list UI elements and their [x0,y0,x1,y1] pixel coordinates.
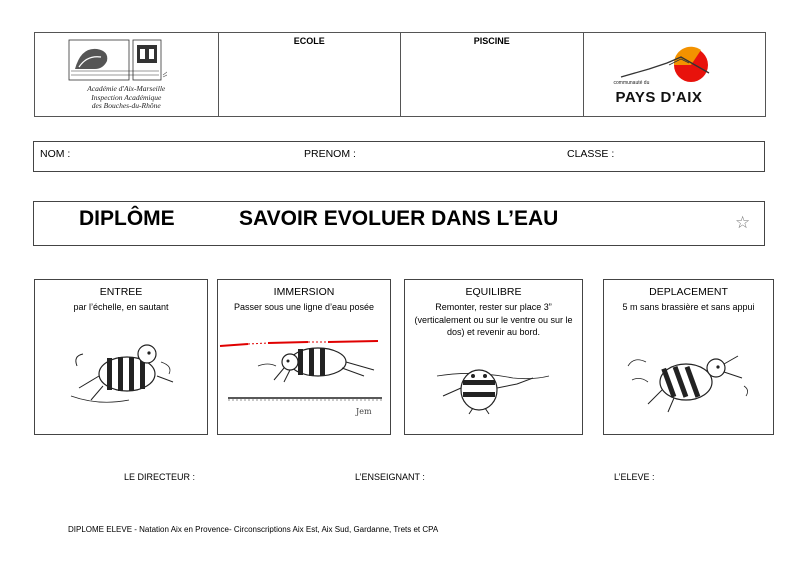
skill-description: 5 m sans brassière et sans appui [622,302,755,312]
ecole-cell [219,33,402,116]
bee-floating-icon [433,356,553,416]
communaute-text: communauté du [613,80,650,86]
piscine-label: PISCINE [473,36,510,46]
ecole-label: ECOLE [293,36,325,46]
academie-line-1: Académie d'Aix-Marseille [87,84,166,93]
skill-description: Remonter, rester sur place 3” (verticalement ou sur le ventre ou sur le dos) et revenir au bord. [414,302,573,337]
identity-bar [33,141,765,172]
academie-text [35,85,218,111]
skill-card-deplacement [603,279,774,435]
diplome-title: DIPLÔME [79,207,175,230]
prenom-label: PRENOM : [304,148,356,160]
star-outline-icon[interactable]: ☆ [735,213,751,232]
skill-card-immersion [217,279,391,435]
skill-heading: IMMERSION [273,286,335,298]
diplome-subtitle: SAVOIR EVOLUER DANS L’EAU [239,207,559,230]
academie-line-3: des Bouches-du-Rhône [91,101,161,110]
footer-text: DIPLOME ELEVE - Natation Aix en Provence- Circonscriptions Aix Est, Aix Sud, Gardanne, Trets et CPA [68,525,439,534]
pays-aix-cell [584,33,766,116]
nom-label: NOM : [40,148,71,160]
signature-directeur-label: LE DIRECTEUR : [124,472,196,482]
bee-jumping-icon [69,336,179,408]
illustration-signature: Jem [356,407,372,416]
academie-line-2: Inspection Académique [91,92,162,102]
title-bar [33,201,765,246]
skill-heading: DEPLACEMENT [649,286,728,298]
skill-heading: ENTREE [99,286,143,298]
pays-aix-name: PAYS D'AIX [615,89,703,106]
signature-enseignant-label: L’ENSEIGNANT : [355,472,425,482]
skill-description: par l’échelle, en sautant [73,302,169,312]
skill-card-entree [34,279,208,435]
bee-swimming-icon [624,346,764,416]
classe-label: CLASSE : [567,148,615,160]
signature-eleve-label: L’ELEVE : [614,472,655,482]
ministry-logo [67,39,167,81]
skill-description: Passer sous une ligne d’eau posée [233,302,375,312]
skill-heading: EQUILIBRE [465,286,522,298]
piscine-cell [401,33,584,116]
skill-card-equilibre [404,279,583,435]
header-table [34,32,766,117]
academie-cell [35,33,219,116]
bee-underwater-icon [218,336,392,426]
